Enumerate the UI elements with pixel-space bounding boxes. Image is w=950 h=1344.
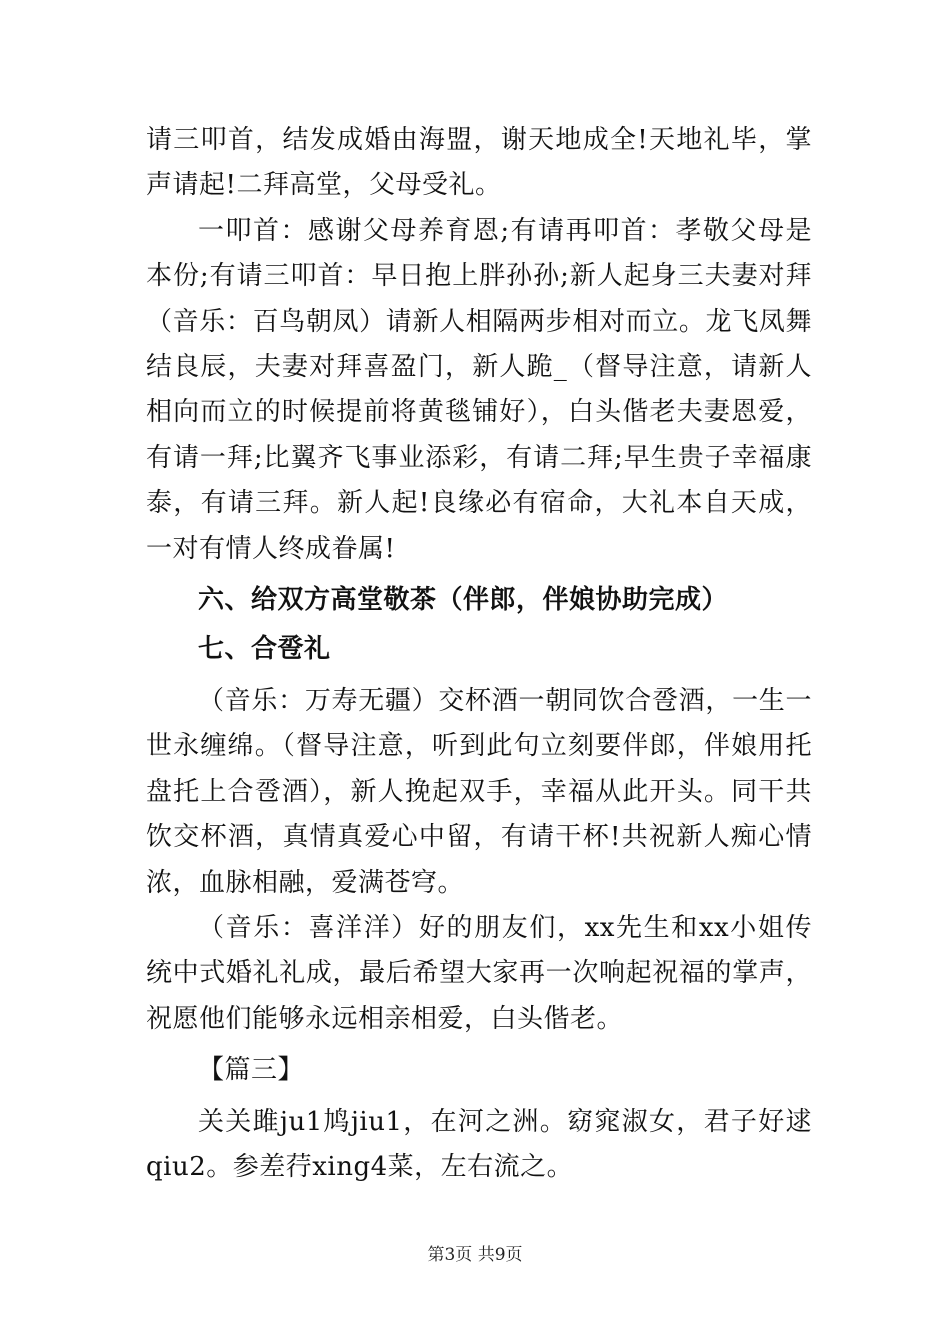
paragraph-closing-blessing: （音乐：喜洋洋）好的朋友们，xx先生和xx小姐传统中式婚礼礼成，最后希望大家再一次响起祝福的掌声，祝愿他们能够永远相亲相爱，白头偕老。 — [146, 912, 812, 1034]
paragraph-bow-parents-couple: 一叩首：感谢父母养育恩;有请再叩首：孝敬父母是本份;有请三叩首：早日抱上胖孙孙;新人起身三夫妻对拜（音乐：百鸟朝凤）请新人相隔两步相对而立。龙飞凤舞结良辰，夫妻对拜喜盈门，新人跪_（督导注意，请新人相向而立的时候提前将黄毯铺好），白头偕老夫妻恩爱，有请一拜;比翼齐飞事业添彩，有请二拜;早生贵子幸福康泰，有请三拜。新人起!良缘必有宿命，大礼本自天成，一对有情人终成眷属! — [146, 215, 812, 564]
paragraph-poem-guanju: 关关雎ju1鸠jiu1，在河之洲。窈窕淑女，君子好逑qiu2。参差荇xing4菜，左右流之。 — [146, 1106, 812, 1182]
section-heading-wine-ceremony: 七、合卺礼 — [198, 634, 331, 665]
page-number-footer: 第3页 共9页 — [427, 1245, 523, 1265]
paragraph-cross-cup-wine: （音乐：万寿无疆）交杯酒一朝同饮合卺酒，一生一世永缠绵。（督导注意，听到此句立刻要伴郎，伴娘用托盘托上合卺酒），新人挽起双手，幸福从此开头。同干共饮交杯酒，真情真爱心中留，有请干杯!共祝新人痴心情浓，血脉相融，爱满苍穹。 — [146, 685, 812, 898]
section-label-part-three: 【篇三】 — [198, 1055, 305, 1086]
paragraph-bow-heaven-earth: 请三叩首，结发成婚由海盟，谢天地成全!天地礼毕，掌声请起!二拜高堂，父母受礼。 — [146, 125, 812, 201]
section-heading-tea-ceremony: 六、给双方高堂敬茶（伴郎，伴娘协助完成） — [198, 585, 729, 616]
document-body — [146, 118, 812, 1190]
